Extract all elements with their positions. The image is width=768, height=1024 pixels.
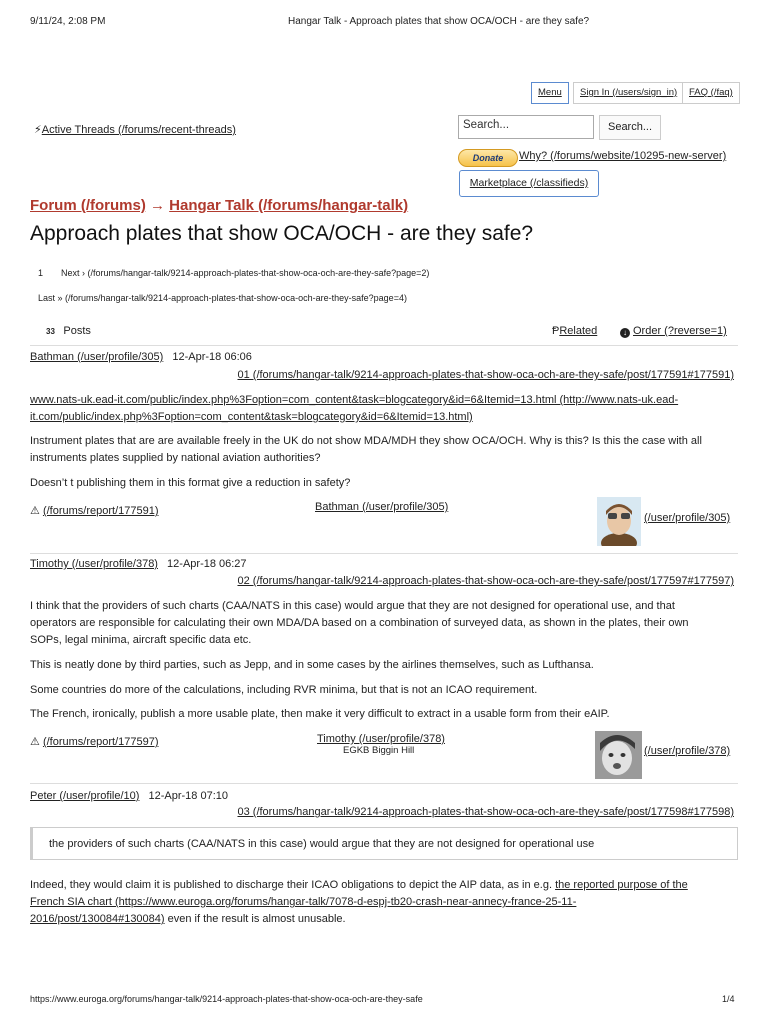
post-text: The French, ironically, publish a more usable plate, then make it very difficult to extract in a usable form from their eAIP. (30, 708, 610, 720)
post-text: Doesn’t t publishing them in this format give a reduction in safety? (30, 477, 351, 489)
post-text: Instrument plates that are are available freely in the UK do not show MDA/MDH they show OCA/OCH. Why is this? Is this the case with all (30, 435, 702, 447)
breadcrumb (30, 197, 408, 214)
avatar-profile-link[interactable]: (/user/profile/305) (644, 512, 731, 524)
donate-button[interactable]: Donate (458, 149, 518, 167)
post-permalink[interactable]: 03 (/forums/hangar-talk/9214-approach-plates-that-show-oca-och-are-they-safe/post/177598#177598) (237, 806, 734, 818)
print-title: Hangar Talk - Approach plates that show OCA/OCH - are they safe? (288, 16, 590, 27)
search-button[interactable]: Search... (599, 115, 661, 140)
post-url-link-cont[interactable]: it.com/public/index.php%3Foption=com_content&task=blogcategory&id=6&Itemid=13.html) (30, 411, 473, 423)
post-header (30, 348, 252, 366)
report-link[interactable]: ⚠︎ (/forums/report/177597) (30, 736, 159, 748)
post-text: 2016/post/130084#130084) even if the result is almost unusable. (30, 913, 346, 925)
quote-text: the providers of such charts (CAA/NATS in this case) would argue that they are not designed for operational use (49, 838, 595, 850)
print-page-number: 1/4 (722, 994, 735, 1004)
avatar-profile-link[interactable]: (/user/profile/378) (644, 745, 731, 757)
bolt-icon: ⚡︎ (34, 124, 42, 136)
pagination-current: 1 (38, 268, 44, 278)
post-text: operators are responsible for calculating their own MDA/DA based on a combination of surveyed data, as shown in the plates, their own (30, 617, 689, 629)
post-author-link[interactable]: Timothy (/user/profile/378) (30, 558, 158, 570)
breadcrumb-arrow: → (150, 197, 165, 214)
post-date: 12-Apr-18 06:06 (172, 351, 252, 363)
related-link[interactable]: ⱣRelated (552, 325, 598, 337)
post-header (30, 787, 228, 805)
posts-count-label: Posts (63, 325, 91, 337)
post-footer-author-link[interactable]: Bathman (/user/profile/305) (315, 501, 449, 513)
avatar-photo-image (595, 731, 642, 779)
order-arrow-icon: ↓ (620, 328, 630, 338)
breadcrumb-hangar-talk-link[interactable]: Hangar Talk (/forums/hangar-talk) (169, 197, 409, 214)
faq-button[interactable] (682, 82, 740, 104)
faq-label: FAQ (/faq) (689, 87, 733, 98)
reference-link[interactable]: 2016/post/130084#130084) (30, 913, 165, 925)
print-url: https://www.euroga.org/forums/hangar-talk/9214-approach-plates-that-show-oca-och-are-they-safe (30, 994, 423, 1004)
divider (30, 345, 738, 346)
posts-count (46, 321, 91, 339)
marketplace-button[interactable]: Marketplace (/classifieds) (459, 170, 599, 197)
menu-button[interactable] (531, 82, 569, 104)
post-author-link[interactable]: Peter (/user/profile/10) (30, 790, 140, 802)
post-text: Some countries do more of the calculations, including RVR minima, but that is not an ICAO requirement. (30, 684, 538, 696)
avatar-pilot-image (597, 497, 641, 546)
post-text: I think that the providers of such charts (CAA/NATS in this case) would argue that they are not designed for operational use, and that (30, 600, 675, 612)
pagination-last-link[interactable]: Last » (/forums/hangar-talk/9214-approach-plates-that-show-oca-och-are-they-safe?page=4) (38, 293, 407, 303)
related-icon: Ᵽ (552, 325, 560, 337)
warning-icon: ⚠︎ (30, 505, 40, 517)
post-author-link[interactable]: Bathman (/user/profile/305) (30, 351, 164, 363)
order-link[interactable]: ↓ Order (?reverse=1) (620, 325, 727, 338)
warning-icon: ⚠︎ (30, 736, 40, 748)
reference-link[interactable]: the reported purpose of the (555, 879, 688, 891)
post-text: This is neatly done by third parties, such as Jepp, and in some cases by the airlines themselves, such as Lufthansa. (30, 659, 594, 671)
post-header (30, 555, 247, 573)
search-input[interactable]: Search... (458, 115, 594, 139)
post-text: instruments plates supplied by national aviation authorities? (30, 452, 321, 464)
avatar[interactable] (597, 497, 641, 546)
avatar[interactable] (595, 731, 642, 779)
post-footer-author-link[interactable]: Timothy (/user/profile/378) (317, 733, 445, 745)
pagination-next-link[interactable]: Next › (/forums/hangar-talk/9214-approach-plates-that-show-oca-och-are-they-safe?page=2) (61, 268, 430, 278)
menu-label: Menu (538, 87, 562, 98)
page-title: Approach plates that show OCA/OCH - are they safe? (30, 222, 534, 245)
breadcrumb-forum-link[interactable]: Forum (/forums) (30, 197, 146, 214)
reference-link[interactable]: French SIA chart (https://www.euroga.org/forums/hangar-talk/7078-d-espj-tb20-crash-near-annecy-france-25-11- (30, 896, 577, 908)
post-date: 12-Apr-18 06:27 (167, 558, 247, 570)
post-text: Indeed, they would claim it is published to discharge their ICAO obligations to depict the AIP data, as in e.g. the reported purpose of the (30, 879, 688, 891)
blockquote (30, 827, 738, 860)
sign-in-button[interactable] (573, 82, 684, 104)
post-date: 12-Apr-18 07:10 (148, 790, 228, 802)
post-permalink[interactable]: 01 (/forums/hangar-talk/9214-approach-plates-that-show-oca-och-are-they-safe/post/177591#177591) (237, 369, 734, 381)
active-threads-link[interactable]: ⚡︎Active Threads (/forums/recent-threads) (34, 124, 236, 136)
sign-in-label: Sign In (/users/sign_in) (580, 87, 678, 98)
print-datetime: 9/11/24, 2:08 PM (30, 16, 106, 27)
post-url-link[interactable]: www.nats-uk.ead-it.com/public/index.php%3Foption=com_content&task=blogcategory&id=6&Itemid=13.html (http://www.nats-uk.ead- (30, 394, 679, 406)
post-text: SOPs, legal minima, aircraft specific data etc. (30, 634, 252, 646)
divider (30, 553, 738, 554)
donate-why-link[interactable]: Why? (/forums/website/10295-new-server) (519, 150, 727, 162)
report-link[interactable]: ⚠︎ (/forums/report/177591) (30, 505, 159, 517)
posts-count-number: 33 (46, 327, 55, 336)
divider (30, 783, 738, 784)
post-permalink[interactable]: 02 (/forums/hangar-talk/9214-approach-plates-that-show-oca-och-are-they-safe/post/177597#177597) (237, 575, 734, 587)
post-author-location: EGKB Biggin Hill (343, 745, 415, 756)
